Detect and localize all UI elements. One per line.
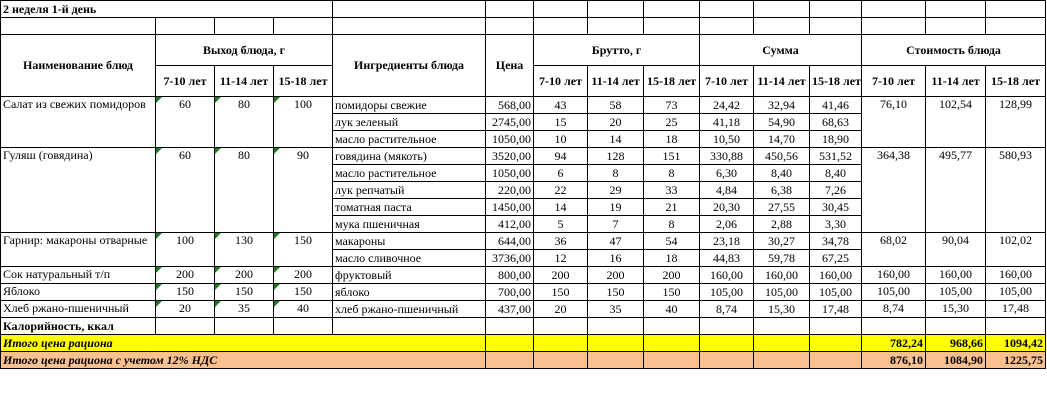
ingredient-row xyxy=(1,233,1046,250)
dish-yield: 100 xyxy=(274,97,333,148)
ingredient-name: помидоры свежие xyxy=(333,97,486,114)
ingredient-price: 220,00 xyxy=(486,182,534,199)
ingredient-row xyxy=(1,284,1046,301)
empty-cell xyxy=(486,352,534,369)
ingredient-brutto: 7 xyxy=(588,216,644,233)
ingredient-sum: 160,00 xyxy=(700,267,754,284)
ingredient-sum: 6,30 xyxy=(700,165,754,182)
dish-cost: 495,77 xyxy=(926,148,986,233)
dish-cost: 102,02 xyxy=(986,233,1046,267)
ingredient-price: 1050,00 xyxy=(486,165,534,182)
ingredient-brutto: 36 xyxy=(534,233,588,250)
empty-cell xyxy=(644,352,700,369)
empty-cell xyxy=(156,318,215,335)
ingredient-price: 412,00 xyxy=(486,216,534,233)
header-cost: Стоимость блюда xyxy=(862,35,1046,66)
header-dish: Наименование блюд xyxy=(1,35,156,97)
ingredient-price: 1050,00 xyxy=(486,131,534,148)
ingredient-name: лук зеленый xyxy=(333,114,486,131)
ingredient-brutto: 200 xyxy=(534,267,588,284)
empty-cell xyxy=(926,318,986,335)
dish-yield: 150 xyxy=(215,284,274,301)
dish-yield: 200 xyxy=(156,267,215,284)
dish-name: Салат из свежих помидоров xyxy=(1,97,156,148)
ingredient-brutto: 73 xyxy=(644,97,700,114)
ingredient-sum: 34,78 xyxy=(810,233,862,250)
ingredient-name: масло растительное xyxy=(333,165,486,182)
total-value: 1084,90 xyxy=(926,352,986,369)
ingredient-sum: 68,63 xyxy=(810,114,862,131)
ingredient-price: 1450,00 xyxy=(486,199,534,216)
header-brutto: Брутто, г xyxy=(534,35,700,66)
dish-yield: 60 xyxy=(156,97,215,148)
ingredient-brutto: 8 xyxy=(588,165,644,182)
empty-cell xyxy=(588,352,644,369)
ingredient-brutto: 35 xyxy=(588,301,644,318)
ingredient-sum: 105,00 xyxy=(700,284,754,301)
header-age-group: 15-18 лет xyxy=(986,66,1046,97)
ingredient-name: масло растительное xyxy=(333,131,486,148)
total-row xyxy=(1,335,1046,352)
ingredient-brutto: 94 xyxy=(534,148,588,165)
ingredient-brutto: 12 xyxy=(534,250,588,267)
ingredient-brutto: 14 xyxy=(534,199,588,216)
dish-yield: 130 xyxy=(215,233,274,267)
dish-cost: 17,48 xyxy=(986,301,1046,318)
ingredient-price: 2745,00 xyxy=(486,114,534,131)
dish-cost: 8,74 xyxy=(862,301,926,318)
ingredient-sum: 105,00 xyxy=(810,284,862,301)
empty-cell xyxy=(754,352,810,369)
empty-cell xyxy=(588,335,644,352)
ingredient-name: яблоко xyxy=(333,284,486,301)
dish-yield: 150 xyxy=(274,233,333,267)
dish-yield: 60 xyxy=(156,148,215,233)
ingredient-sum: 27,55 xyxy=(754,199,810,216)
ingredient-sum: 105,00 xyxy=(754,284,810,301)
ingredient-sum: 17,48 xyxy=(810,301,862,318)
ingredient-brutto: 8 xyxy=(644,216,700,233)
dish-cost: 160,00 xyxy=(926,267,986,284)
dish-name: Хлеб ржано-пшеничный xyxy=(1,301,156,318)
ingredient-brutto: 10 xyxy=(534,131,588,148)
ingredient-brutto: 20 xyxy=(588,114,644,131)
header-age-group: 11-14 лет xyxy=(926,66,986,97)
ingredient-brutto: 20 xyxy=(534,301,588,318)
ingredient-brutto: 18 xyxy=(644,131,700,148)
ingredient-sum: 160,00 xyxy=(810,267,862,284)
total-label: Итого цена рациона с учетом 12% НДС xyxy=(1,352,486,369)
empty-cell xyxy=(534,318,588,335)
ingredient-sum: 54,90 xyxy=(754,114,810,131)
ingredient-sum: 2,88 xyxy=(754,216,810,233)
ingredient-brutto: 19 xyxy=(588,199,644,216)
ingredient-sum: 15,30 xyxy=(754,301,810,318)
ingredient-name: фруктовый xyxy=(333,267,486,284)
empty-cell xyxy=(700,318,754,335)
empty-cell xyxy=(810,318,862,335)
empty-cell xyxy=(700,352,754,369)
ingredient-brutto: 15 xyxy=(534,114,588,131)
header-age-group: 7-10 лет xyxy=(534,66,588,97)
ingredient-sum: 30,27 xyxy=(754,233,810,250)
ingredient-row xyxy=(1,267,1046,284)
ingredient-sum: 8,40 xyxy=(754,165,810,182)
ingredient-price: 800,00 xyxy=(486,267,534,284)
ingredient-brutto: 21 xyxy=(644,199,700,216)
dish-name: Гуляш (говядина) xyxy=(1,148,156,233)
dish-cost: 76,10 xyxy=(862,97,926,148)
ingredient-brutto: 150 xyxy=(644,284,700,301)
ingredient-name: макароны xyxy=(333,233,486,250)
ingredient-sum: 41,18 xyxy=(700,114,754,131)
header-age-group: 15-18 лет xyxy=(274,66,333,97)
header-yield: Выход блюда, г xyxy=(156,35,333,66)
ingredient-sum: 18,90 xyxy=(810,131,862,148)
ingredient-sum: 44,83 xyxy=(700,250,754,267)
dish-cost: 90,04 xyxy=(926,233,986,267)
empty-cell xyxy=(700,335,754,352)
empty-cell xyxy=(215,318,274,335)
empty-cell xyxy=(534,335,588,352)
ingredient-brutto: 25 xyxy=(644,114,700,131)
ingredient-sum: 160,00 xyxy=(754,267,810,284)
ingredient-sum: 8,40 xyxy=(810,165,862,182)
ingredient-price: 644,00 xyxy=(486,233,534,250)
ingredient-sum: 6,38 xyxy=(754,182,810,199)
dish-cost: 580,93 xyxy=(986,148,1046,233)
empty-cell xyxy=(588,318,644,335)
ingredient-brutto: 58 xyxy=(588,97,644,114)
dish-yield: 20 xyxy=(156,301,215,318)
header-age-group: 11-14 лет xyxy=(588,66,644,97)
header-price: Цена xyxy=(486,35,534,97)
dish-name: Сок натуральный т/п xyxy=(1,267,156,284)
empty-cell xyxy=(810,352,862,369)
ingredient-sum: 20,30 xyxy=(700,199,754,216)
ingredient-brutto: 22 xyxy=(534,182,588,199)
ingredient-brutto: 128 xyxy=(588,148,644,165)
ingredient-sum: 10,50 xyxy=(700,131,754,148)
header-age-group: 15-18 лет xyxy=(644,66,700,97)
header-sum: Сумма xyxy=(700,35,862,66)
ingredient-name: томатная паста xyxy=(333,199,486,216)
ingredient-sum: 4,84 xyxy=(700,182,754,199)
ingredient-sum: 3,30 xyxy=(810,216,862,233)
ingredient-name: говядина (мякоть) xyxy=(333,148,486,165)
calories-row xyxy=(1,318,1046,335)
dish-cost: 160,00 xyxy=(862,267,926,284)
empty-cell xyxy=(810,335,862,352)
empty-cell xyxy=(862,318,926,335)
ingredient-sum: 67,25 xyxy=(810,250,862,267)
header-age-group: 15-18 лет xyxy=(810,66,862,97)
ingredient-sum: 41,46 xyxy=(810,97,862,114)
ingredient-sum: 59,78 xyxy=(754,250,810,267)
total-vat-row xyxy=(1,352,1046,369)
dish-cost: 364,38 xyxy=(862,148,926,233)
ingredient-sum: 23,18 xyxy=(700,233,754,250)
empty-cell xyxy=(754,318,810,335)
ingredient-sum: 450,56 xyxy=(754,148,810,165)
dish-yield: 200 xyxy=(215,267,274,284)
dish-name: Гарнир: макароны отварные xyxy=(1,233,156,267)
dish-yield: 100 xyxy=(156,233,215,267)
ingredient-brutto: 5 xyxy=(534,216,588,233)
ingredient-sum: 531,52 xyxy=(810,148,862,165)
ingredient-price: 3520,00 xyxy=(486,148,534,165)
ingredient-brutto: 150 xyxy=(534,284,588,301)
ingredient-brutto: 200 xyxy=(644,267,700,284)
dish-yield: 90 xyxy=(274,148,333,233)
empty-cell xyxy=(333,318,486,335)
ingredient-sum: 2,06 xyxy=(700,216,754,233)
header-ingredients: Ингредиенты блюда xyxy=(333,35,486,97)
ingredient-brutto: 8 xyxy=(644,165,700,182)
ingredient-name: хлеб ржано-пшеничный xyxy=(333,301,486,318)
header-age-group: 11-14 лет xyxy=(215,66,274,97)
ingredient-sum: 7,26 xyxy=(810,182,862,199)
empty-cell xyxy=(754,335,810,352)
dish-yield: 40 xyxy=(274,301,333,318)
ingredient-brutto: 29 xyxy=(588,182,644,199)
dish-yield: 150 xyxy=(274,284,333,301)
empty-cell xyxy=(534,352,588,369)
dish-yield: 35 xyxy=(215,301,274,318)
dish-cost: 15,30 xyxy=(926,301,986,318)
dish-cost: 102,54 xyxy=(926,97,986,148)
ingredient-brutto: 47 xyxy=(588,233,644,250)
ingredient-brutto: 54 xyxy=(644,233,700,250)
empty-cell xyxy=(486,318,534,335)
ingredient-brutto: 18 xyxy=(644,250,700,267)
sheet-title: 2 неделя 1-й день xyxy=(1,1,333,18)
ingredient-brutto: 40 xyxy=(644,301,700,318)
ingredient-brutto: 150 xyxy=(588,284,644,301)
ingredient-brutto: 14 xyxy=(588,131,644,148)
dish-yield: 80 xyxy=(215,97,274,148)
header-age-group: 7-10 лет xyxy=(862,66,926,97)
ingredient-name: лук репчатый xyxy=(333,182,486,199)
ingredient-sum: 8,74 xyxy=(700,301,754,318)
ingredient-brutto: 43 xyxy=(534,97,588,114)
ingredient-sum: 14,70 xyxy=(754,131,810,148)
dish-cost: 105,00 xyxy=(862,284,926,301)
empty-cell xyxy=(486,335,534,352)
total-value: 782,24 xyxy=(862,335,926,352)
ingredient-price: 437,00 xyxy=(486,301,534,318)
dish-cost: 128,99 xyxy=(986,97,1046,148)
dish-yield: 200 xyxy=(274,267,333,284)
ingredient-row xyxy=(1,97,1046,114)
header-age-group: 11-14 лет xyxy=(754,66,810,97)
ingredient-brutto: 200 xyxy=(588,267,644,284)
total-value: 1094,42 xyxy=(986,335,1046,352)
ingredient-sum: 330,88 xyxy=(700,148,754,165)
ingredient-sum: 30,45 xyxy=(810,199,862,216)
dish-cost: 105,00 xyxy=(926,284,986,301)
header-age-group: 7-10 лет xyxy=(700,66,754,97)
ingredient-brutto: 33 xyxy=(644,182,700,199)
dish-name: Яблоко xyxy=(1,284,156,301)
total-label: Итого цена рациона xyxy=(1,335,486,352)
ingredient-sum: 32,94 xyxy=(754,97,810,114)
dish-yield: 80 xyxy=(215,148,274,233)
dish-yield: 150 xyxy=(156,284,215,301)
ingredient-brutto: 151 xyxy=(644,148,700,165)
dish-cost: 160,00 xyxy=(986,267,1046,284)
ingredient-price: 700,00 xyxy=(486,284,534,301)
empty-cell xyxy=(644,318,700,335)
ingredient-name: масло сливочное xyxy=(333,250,486,267)
header-age-group: 7-10 лет xyxy=(156,66,215,97)
calories-label: Калорийность, ккал xyxy=(1,318,156,335)
dish-cost: 105,00 xyxy=(986,284,1046,301)
ingredient-sum: 24,42 xyxy=(700,97,754,114)
dish-cost: 68,02 xyxy=(862,233,926,267)
empty-cell xyxy=(644,335,700,352)
empty-cell xyxy=(986,318,1046,335)
ingredient-row xyxy=(1,301,1046,318)
ingredient-price: 3736,00 xyxy=(486,250,534,267)
empty-cell xyxy=(274,318,333,335)
ingredient-row xyxy=(1,148,1046,165)
ingredient-brutto: 6 xyxy=(534,165,588,182)
total-value: 876,10 xyxy=(862,352,926,369)
ingredient-price: 568,00 xyxy=(486,97,534,114)
total-value: 968,66 xyxy=(926,335,986,352)
ingredient-name: мука пшеничная xyxy=(333,216,486,233)
total-value: 1225,75 xyxy=(986,352,1046,369)
ingredient-brutto: 16 xyxy=(588,250,644,267)
